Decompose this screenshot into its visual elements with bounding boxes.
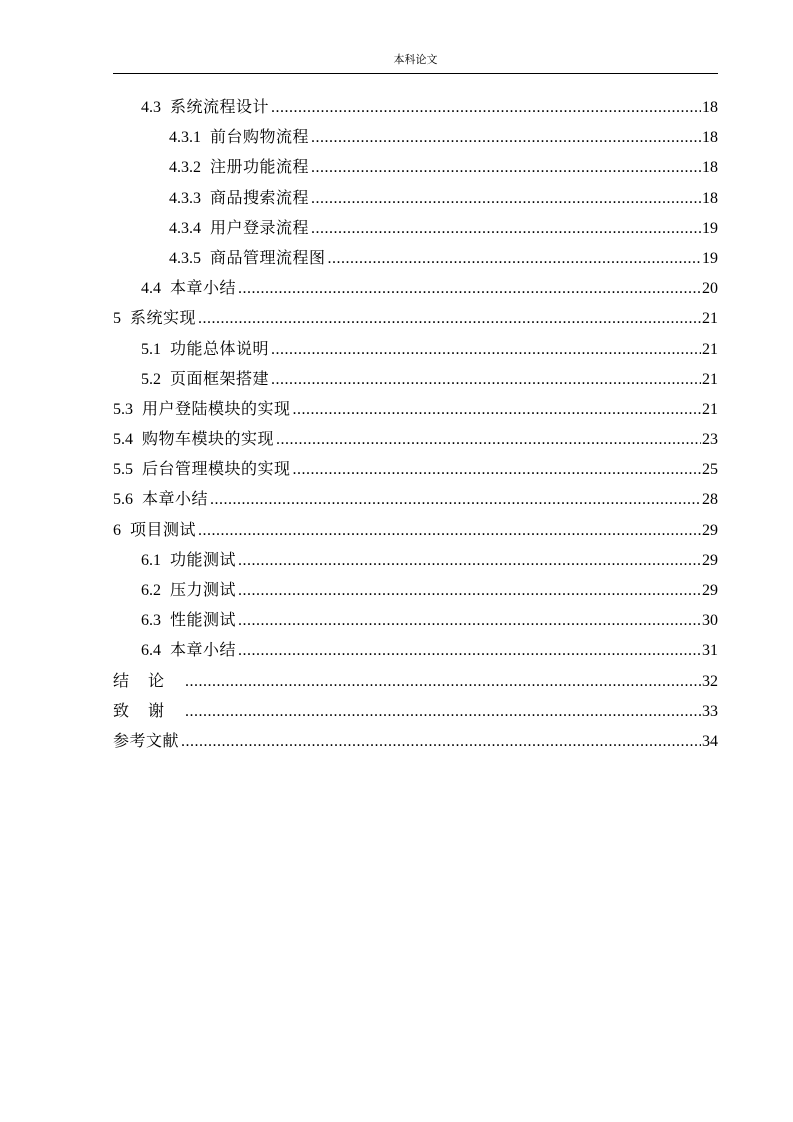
dot-leader <box>198 304 701 334</box>
toc-entry[interactable] <box>113 424 718 454</box>
dot-leader <box>185 667 701 697</box>
toc-entry-title: 注册功能流程 <box>210 157 310 177</box>
toc-entry-title: 用户登陆模块的实现 <box>142 398 291 418</box>
toc-entry-title: 用户登录流程 <box>210 217 310 237</box>
toc-entry-number: 4.3.2 <box>169 159 201 177</box>
toc-entry[interactable] <box>113 515 718 545</box>
toc-entry-number: 6.4 <box>141 642 161 660</box>
toc-entry-title: 系统流程设计 <box>170 97 270 116</box>
toc-entry-number: 5.4 <box>113 431 133 449</box>
toc-entry-number: 5.1 <box>141 340 161 358</box>
toc-entry-title: 后台管理模块的实现 <box>142 459 291 479</box>
dot-leader <box>293 395 701 425</box>
toc-entry-number: 6.3 <box>141 612 161 630</box>
toc-entry-title: 商品搜索流程 <box>210 187 310 207</box>
toc-entry-title: 结论 <box>113 670 184 690</box>
toc-entry[interactable] <box>113 484 718 514</box>
dot-leader <box>238 274 701 304</box>
toc-entry-page-number: 18 <box>702 159 718 177</box>
dot-leader <box>185 697 701 727</box>
toc-entry-number: 5.5 <box>113 461 133 479</box>
toc-entry-title: 本章小结 <box>170 278 237 298</box>
toc-entry[interactable] <box>113 575 718 605</box>
toc-entry[interactable] <box>113 92 718 122</box>
toc-entry-page-number: 25 <box>702 461 718 479</box>
toc-entry-title: 本章小结 <box>142 489 209 509</box>
dot-leader <box>238 546 701 576</box>
toc-entry-number: 5.6 <box>113 491 133 509</box>
toc-entry-page-number: 32 <box>702 672 718 690</box>
toc-entry-title: 购物车模块的实现 <box>142 429 275 449</box>
dot-leader <box>210 485 701 515</box>
toc-entry-number: 6.2 <box>141 582 161 599</box>
toc-entry[interactable] <box>113 273 718 303</box>
dot-leader <box>311 153 701 183</box>
toc-entry-title: 系统实现 <box>130 308 197 328</box>
toc-entry-page-number: 21 <box>702 400 718 418</box>
dot-leader <box>311 184 701 214</box>
toc-entry[interactable] <box>113 635 718 665</box>
dot-leader <box>181 727 701 757</box>
dot-leader <box>271 93 701 123</box>
toc-entry-title: 参考文献 <box>113 730 180 750</box>
table-of-contents <box>113 92 718 756</box>
toc-entry-page-number: 18 <box>702 189 718 207</box>
toc-entry-title: 本章小结 <box>170 640 237 660</box>
dot-leader <box>311 214 701 244</box>
dot-leader <box>293 455 701 485</box>
toc-entry-title: 项目测试 <box>130 519 197 539</box>
toc-entry-page-number: 18 <box>702 99 718 116</box>
dot-leader <box>271 335 701 365</box>
toc-entry-page-number: 29 <box>702 551 718 569</box>
toc-entry-page-number: 20 <box>702 280 718 298</box>
toc-entry-page-number: 30 <box>702 612 718 630</box>
dot-leader <box>276 425 701 455</box>
dot-leader <box>238 636 701 666</box>
toc-entry-number: 5.2 <box>141 370 161 388</box>
toc-entry[interactable] <box>113 334 718 364</box>
header-rule <box>113 73 718 74</box>
toc-entry-title: 致谢 <box>113 700 184 720</box>
toc-entry-title: 功能测试 <box>170 549 237 569</box>
toc-entry-page-number: 21 <box>702 340 718 358</box>
toc-entry[interactable] <box>113 726 718 756</box>
toc-entry[interactable] <box>113 394 718 424</box>
toc-entry[interactable] <box>113 545 718 575</box>
toc-entry-title: 压力测试 <box>170 580 237 599</box>
toc-entry-number: 6.1 <box>141 551 161 569</box>
toc-entry-number: 4.3.3 <box>169 189 201 207</box>
toc-entry-number: 4.3.4 <box>169 219 201 237</box>
toc-entry-number: 4.3.1 <box>169 129 201 147</box>
toc-entry-number: 4.3.5 <box>169 249 201 267</box>
toc-entry-page-number: 31 <box>702 642 718 660</box>
toc-entry[interactable] <box>113 122 718 152</box>
toc-entry-page-number: 19 <box>702 219 718 237</box>
toc-entry[interactable] <box>113 303 718 333</box>
toc-entry-page-number: 21 <box>702 370 718 388</box>
dot-leader <box>198 516 701 546</box>
toc-entry-page-number: 18 <box>702 129 718 147</box>
page-header: 本科论文 <box>393 53 438 66</box>
dot-leader <box>328 244 701 274</box>
toc-entry-number: 4.4 <box>141 280 161 298</box>
toc-entry-title: 性能测试 <box>170 610 237 630</box>
toc-entry-title: 功能总体说明 <box>170 338 270 358</box>
toc-entry[interactable] <box>113 666 718 696</box>
dot-leader <box>311 123 701 153</box>
toc-entry-page-number: 23 <box>702 431 718 449</box>
toc-entry-number: 5.3 <box>113 400 133 418</box>
toc-entry-page-number: 19 <box>702 249 718 267</box>
toc-entry[interactable] <box>113 605 718 635</box>
toc-entry-number: 4.3 <box>141 99 161 116</box>
toc-entry-title: 前台购物流程 <box>210 127 310 147</box>
toc-entry[interactable] <box>113 454 718 484</box>
toc-entry-page-number: 34 <box>702 732 718 750</box>
toc-entry-page-number: 33 <box>702 702 718 720</box>
dot-leader <box>238 606 701 636</box>
dot-leader <box>238 576 701 606</box>
toc-entry[interactable] <box>113 152 718 182</box>
toc-entry[interactable] <box>113 696 718 726</box>
toc-entry-title: 商品管理流程图 <box>210 247 326 267</box>
toc-entry-number: 5 <box>113 310 121 328</box>
toc-entry[interactable] <box>113 364 718 394</box>
toc-entry-title: 页面框架搭建 <box>170 368 270 388</box>
toc-entry-number: 6 <box>113 521 121 539</box>
toc-entry-page-number: 21 <box>702 310 718 328</box>
toc-entry[interactable] <box>113 183 718 213</box>
dot-leader <box>271 365 701 395</box>
toc-entry[interactable] <box>113 213 718 243</box>
toc-entry-page-number: 28 <box>702 491 718 509</box>
toc-entry-page-number: 29 <box>702 582 718 599</box>
toc-entry[interactable] <box>113 243 718 273</box>
toc-entry-page-number: 29 <box>702 521 718 539</box>
